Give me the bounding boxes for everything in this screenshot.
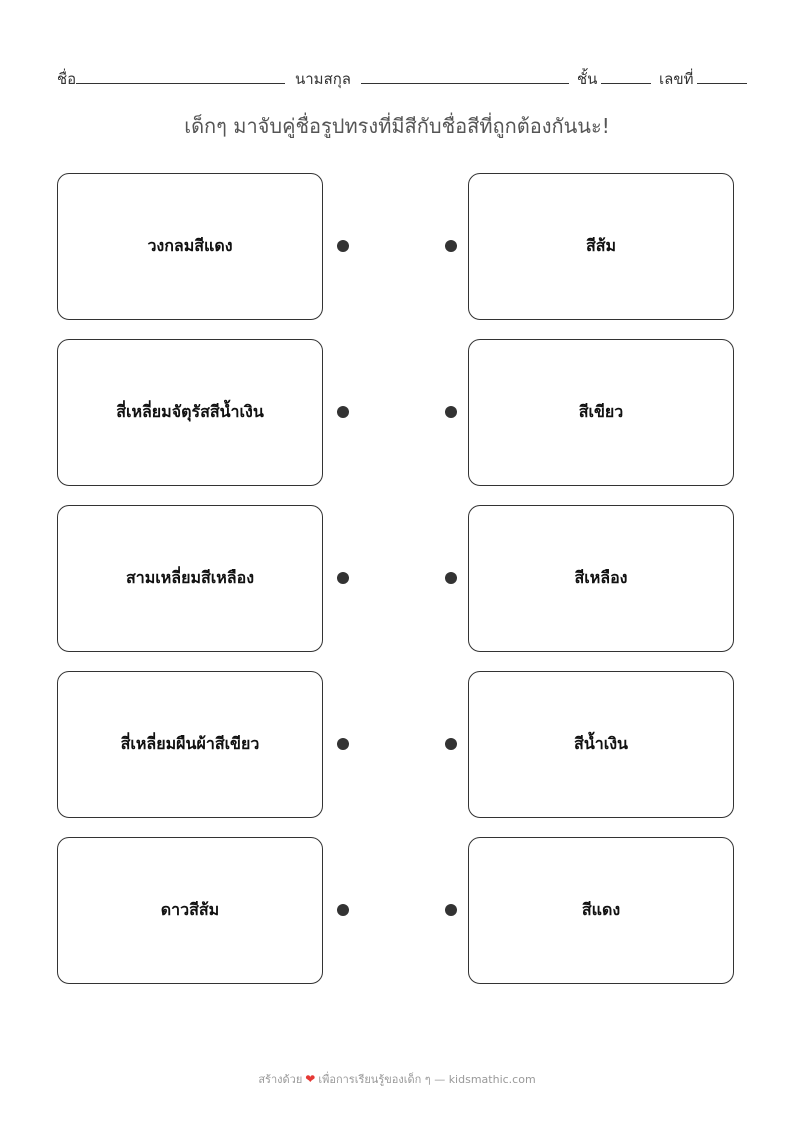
right-connector-dot[interactable] (445, 572, 457, 584)
left-card-label: สี่เหลี่ยมจัตุรัสสีน้ำเงิน (116, 402, 264, 421)
left-card-5 (57, 837, 323, 984)
left-card-1 (57, 173, 323, 320)
name-label: ชื่อ (57, 70, 77, 88)
right-card-5 (468, 837, 734, 984)
heart-icon: ❤ (305, 1072, 316, 1086)
left-card-3 (57, 505, 323, 652)
left-connector-dot[interactable] (337, 240, 349, 252)
class-label: ชั้น (577, 70, 598, 88)
left-card-4 (57, 671, 323, 818)
right-card-4 (468, 671, 734, 818)
surname-label: นามสกุล (295, 70, 351, 88)
footer-suffix: เพื่อการเรียนรู้ของเด็ก ๆ — kidsmathic.com (318, 1073, 536, 1086)
student-info-row (57, 64, 747, 90)
left-card-2 (57, 339, 323, 486)
footer-prefix: สร้างด้วย (258, 1073, 303, 1086)
number-field[interactable] (697, 83, 747, 84)
right-connector-dot[interactable] (445, 738, 457, 750)
left-connector-dot[interactable] (337, 738, 349, 750)
right-card-1 (468, 173, 734, 320)
name-field[interactable] (76, 83, 285, 84)
footer (0, 1070, 794, 1088)
right-connector-dot[interactable] (445, 406, 457, 418)
right-card-label: สีเหลือง (574, 568, 628, 587)
surname-field[interactable] (361, 83, 569, 84)
right-card-2 (468, 339, 734, 486)
left-card-label: สามเหลี่ยมสีเหลือง (125, 568, 255, 587)
right-card-label: สีส้ม (585, 236, 617, 255)
left-card-label: วงกลมสีแดง (147, 236, 233, 255)
class-field[interactable] (601, 83, 651, 84)
left-card-label: สี่เหลี่ยมผืนผ้าสีเขียว (120, 734, 260, 753)
right-card-label: สีน้ำเงิน (574, 734, 628, 753)
number-label: เลขที่ (659, 70, 694, 88)
page-title: เด็กๆ มาจับคู่ชื่อรูปทรงที่มีสีกับชื่อสีที่ถูกต้องกันนะ! (184, 114, 610, 138)
right-connector-dot[interactable] (445, 904, 457, 916)
left-connector-dot[interactable] (337, 572, 349, 584)
left-card-label: ดาวสีส้ม (160, 900, 220, 919)
left-connector-dot[interactable] (337, 904, 349, 916)
right-card-label: สีแดง (581, 900, 621, 919)
right-card-3 (468, 505, 734, 652)
right-connector-dot[interactable] (445, 240, 457, 252)
left-connector-dot[interactable] (337, 406, 349, 418)
right-card-label: สีเขียว (578, 402, 624, 421)
